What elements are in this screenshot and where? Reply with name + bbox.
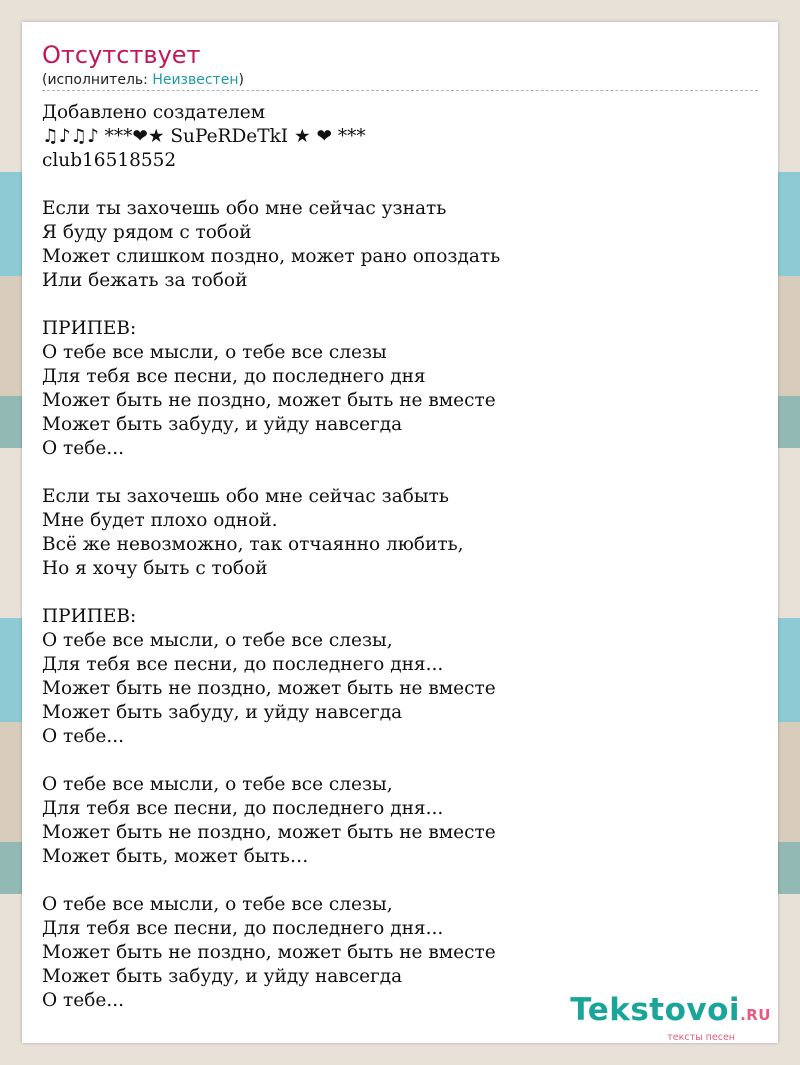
brand-name: Tekstovoi xyxy=(570,992,741,1028)
lyric-line: Может быть не поздно, может быть не вместе xyxy=(42,942,496,963)
lyric-line: О тебе все мысли, о тебе все слезы, xyxy=(42,774,393,795)
artist-line xyxy=(42,70,244,90)
lyric-line xyxy=(42,461,758,485)
lyric-line: Может быть забуду, и уйду навсегда xyxy=(42,414,403,435)
lyric-line xyxy=(42,869,758,893)
lyric-line: Для тебя все песни, до последнего дня... xyxy=(42,798,444,819)
lyric-line: Я буду рядом с тобой xyxy=(42,222,252,243)
lyric-line: Если ты захочешь обо мне сейчас забыть xyxy=(42,486,449,507)
lyric-line: Может быть не поздно, может быть не вместе xyxy=(42,822,496,843)
lyric-line: Мне будет плохо одной. xyxy=(42,510,278,531)
lyric-line: Может быть забуду, и уйду навсегда xyxy=(42,702,403,723)
brand-domain: .RU xyxy=(740,1006,771,1024)
lyric-line: Для тебя все песни, до последнего дня... xyxy=(42,918,444,939)
lyric-line: Всё же невозможно, так отчаянно любить, xyxy=(42,534,464,555)
lyric-line: О тебе все мысли, о тебе все слезы xyxy=(42,342,387,363)
lyric-line: Может слишком поздно, может рано опоздать xyxy=(42,246,501,267)
song-title: Отсутствует xyxy=(42,41,201,69)
lyric-line: Может быть не поздно, может быть не вместе xyxy=(42,390,496,411)
lyric-line: Но я хочу быть с тобой xyxy=(42,558,268,579)
lyric-line: О тебе... xyxy=(42,438,124,459)
artist-link[interactable]: Неизвестен xyxy=(152,72,239,88)
lyric-line: club16518552 xyxy=(42,150,177,171)
lyrics-text xyxy=(42,101,758,1013)
lyric-line: О тебе все мысли, о тебе все слезы, xyxy=(42,630,393,651)
lyric-line: О тебе... xyxy=(42,990,124,1011)
lyric-line: Или бежать за тобой xyxy=(42,270,248,291)
lyric-line: О тебе все мысли, о тебе все слезы, xyxy=(42,894,393,915)
brand-tagline: тексты песен xyxy=(667,1032,735,1043)
lyric-line: Может быть забуду, и уйду навсегда xyxy=(42,966,403,987)
title-divider xyxy=(42,90,758,91)
lyric-line xyxy=(42,581,758,605)
lyric-line: Может быть, может быть… xyxy=(42,846,309,867)
lyric-line: Добавлено создателем xyxy=(42,102,266,123)
lyric-line: Если ты захочешь обо мне сейчас узнать xyxy=(42,198,447,219)
site-logo[interactable] xyxy=(570,993,771,1043)
lyric-line: Для тебя все песни, до последнего дня xyxy=(42,366,426,387)
lyric-line: ПРИПЕВ: xyxy=(42,318,137,339)
lyric-line xyxy=(42,293,758,317)
lyric-line xyxy=(42,173,758,197)
lyric-line xyxy=(42,749,758,773)
artist-suffix: ) xyxy=(238,72,244,88)
artist-prefix: (исполнитель: xyxy=(42,72,153,88)
lyric-line: ♫♪♫♪ ***❤★ SuPeRDeTkI ★ ❤ *** xyxy=(42,126,366,147)
lyric-line: ПРИПЕВ: xyxy=(42,606,137,627)
lyric-line: Для тебя все песни, до последнего дня... xyxy=(42,654,444,675)
lyric-line: О тебе... xyxy=(42,726,124,747)
lyrics-card xyxy=(22,22,778,1043)
lyric-line: Может быть не поздно, может быть не вместе xyxy=(42,678,496,699)
